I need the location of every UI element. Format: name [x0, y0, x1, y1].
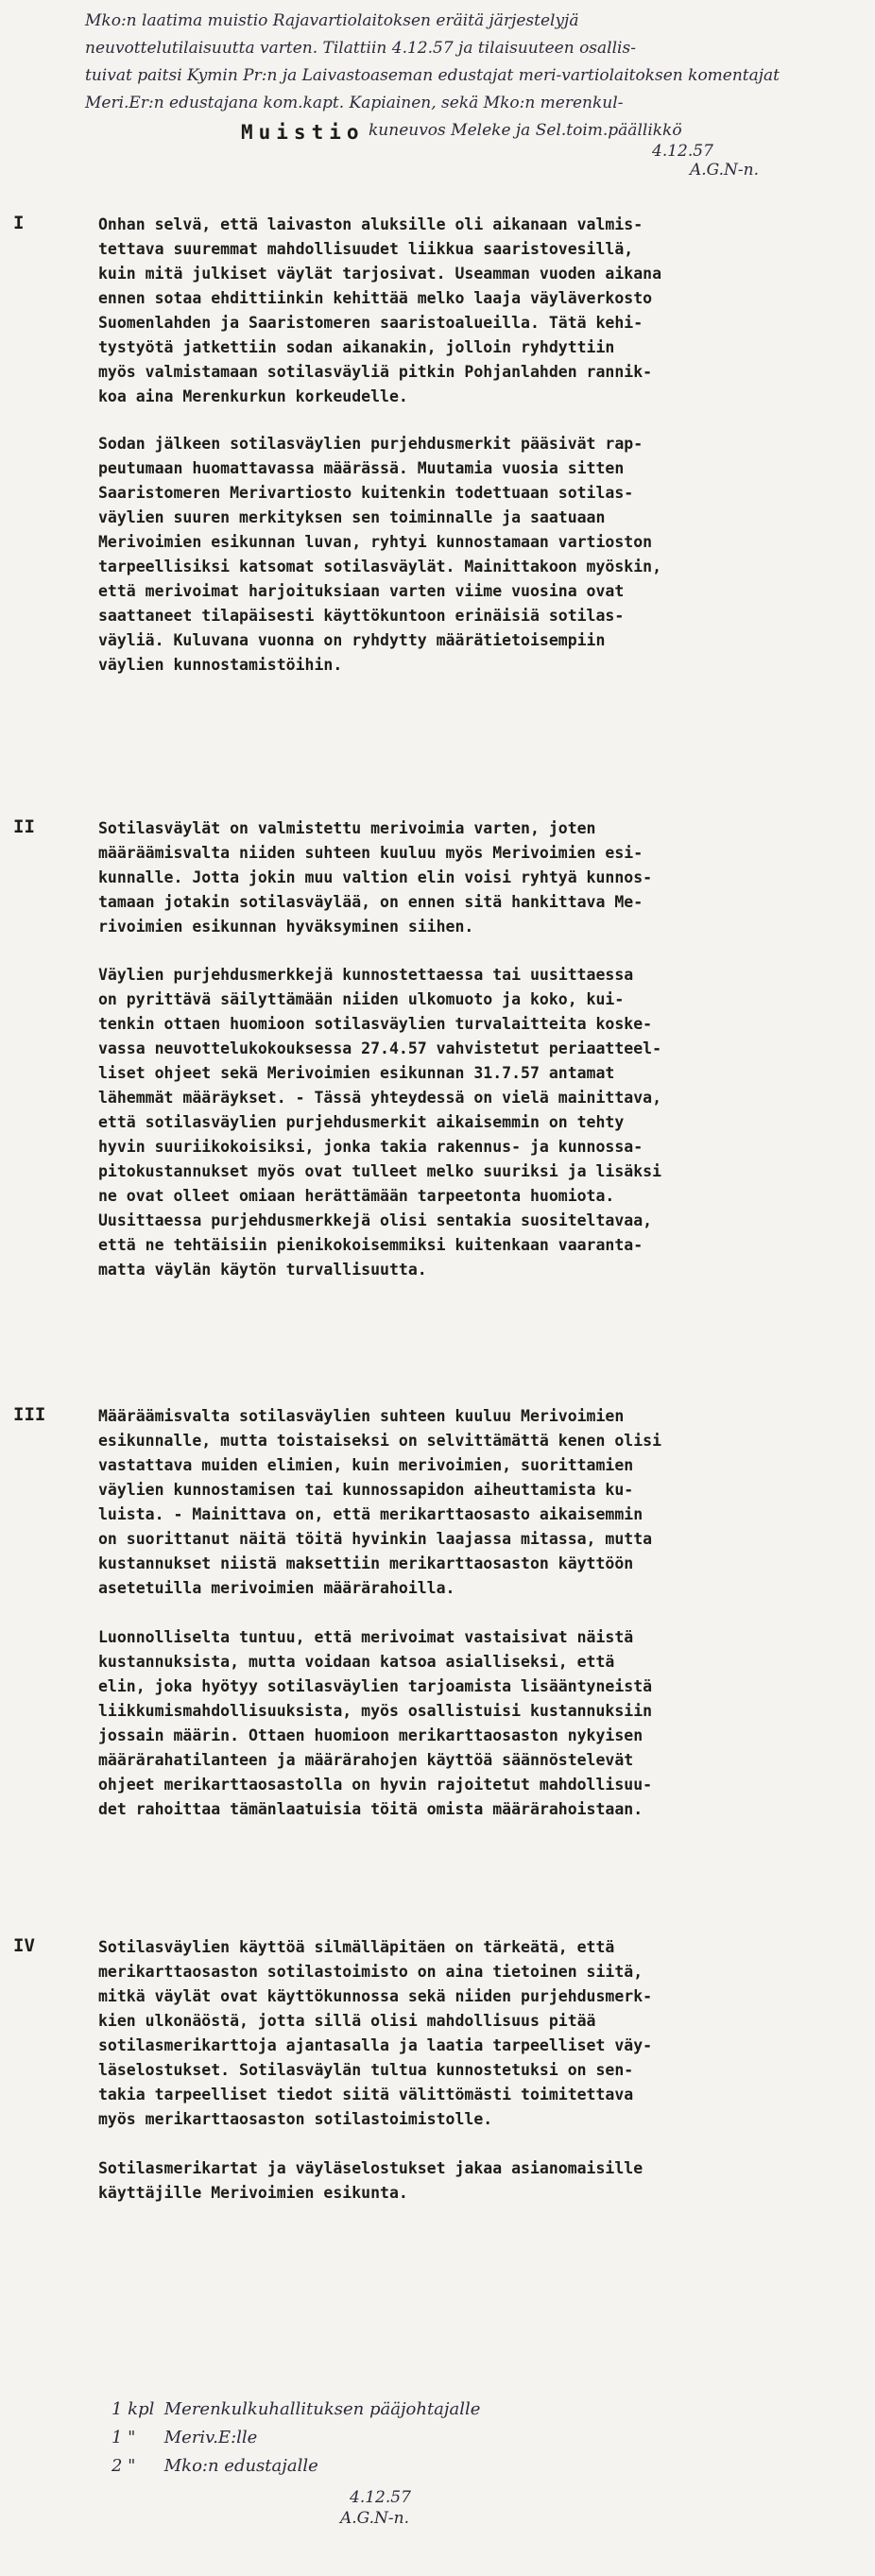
signature-initials: A.G.N-n. [690, 161, 760, 180]
text-line: Onhan selvä, että laivaston aluksille oli aikanaan valmis- [98, 215, 643, 233]
text-line: rivoimien esikunnan hyväksyminen siihen. [98, 918, 474, 936]
handwritten-line: kuneuvos Meleke ja Sel.toim.päällikkö [369, 121, 682, 140]
text-line: det rahoittaa tämänlaatuisia töitä omista määrärahoistaan. [98, 1800, 643, 1818]
handwritten-header-note [85, 8, 780, 145]
paragraph [98, 213, 854, 409]
text-line: matta väylän käytön turvallisuutta. [98, 1261, 427, 1279]
text-line: myös valmistamaan sotilasväyliä pitkin Pohjanlahden rannik- [98, 363, 653, 381]
text-line: saattaneet tilapäisesti käyttökuntoon erinäisiä sotilas- [98, 607, 625, 625]
text-line: Luonnolliselta tuntuu, että merivoimat vastaisivat näistä [98, 1628, 634, 1646]
text-line: peutumaan huomattavassa määrässä. Muutamia vuosia sitten [98, 459, 625, 477]
text-line: tystyötä jatkettiin sodan aikanakin, jolloin ryhdyttiin [98, 338, 615, 356]
signature-date: 4.12.57 [652, 142, 713, 161]
distribution-qty: 2 " [112, 2456, 136, 2476]
paragraph [98, 1935, 854, 2132]
text-line: on suorittanut näitä töitä hyvinkin laajassa mitassa, mutta [98, 1530, 653, 1548]
text-line: kunnalle. Jotta jokin muu valtion elin voisi ryhtyä kunnos- [98, 868, 653, 886]
text-line: on pyrittävä säilyttämään niiden ulkomuoto ja koko, kui- [98, 990, 625, 1008]
text-line: määrärahatilanteen ja määrärahojen käyttöä säännöstelevät [98, 1751, 634, 1769]
signature-initials: A.G.N-n. [340, 2509, 410, 2528]
text-line: ne ovat olleet omiaan herättämään tarpeetonta huomiota. [98, 1187, 615, 1205]
text-line: läselostukset. Sotilasväylän tultua kunnostetuksi on sen- [98, 2061, 634, 2079]
section-numeral: II [13, 816, 35, 837]
text-line: tenkin ottaen huomioon sotilasväylien turvalaitteita koske- [98, 1015, 653, 1033]
text-line: tettava suuremmat mahdollisuudet liikkua saaristovesillä, [98, 240, 634, 258]
text-line: hyvin suuriikokoisiksi, jonka takia rakennus- ja kunnossa- [98, 1138, 643, 1156]
handwritten-line: Meri.Er:n edustajana kom.kapt. Kapiainen, sekä Mko:n merenkul- [85, 94, 624, 112]
section-numeral: III [13, 1404, 46, 1425]
text-line: määräämisvalta niiden suhteen kuuluu myös Merivoimien esi- [98, 844, 643, 862]
text-line: Sotilasväylät on valmistettu merivoimia varten, joten [98, 819, 596, 837]
text-line: että ne tehtäisiin pienikokoisemmiksi kuitenkaan vaaranta- [98, 1236, 643, 1254]
text-line: tamaan jotakin sotilasväylää, on ennen sitä hankittava Me- [98, 893, 643, 911]
text-line: väylien kunnostamistöihin. [98, 656, 343, 674]
paragraph [98, 2156, 854, 2206]
text-line: Merivoimien esikunnan luvan, ryhtyi kunnostamaan vartioston [98, 533, 653, 551]
text-line: käyttäjille Merivoimien esikunta. [98, 2184, 408, 2202]
distribution-row [112, 2396, 480, 2424]
distribution-recipient: Merenkulkuhallituksen pääjohtajalle [163, 2399, 481, 2419]
distribution-qty: 1 kpl [112, 2399, 155, 2419]
text-line: ohjeet merikarttaosastolla on hyvin rajoitetut mahdollisuu- [98, 1776, 653, 1794]
text-line: vastattava muiden elimien, kuin merivoimien, suorittamien [98, 1456, 634, 1474]
text-line: liset ohjeet sekä Merivoimien esikunnan 31.7.57 antamat [98, 1064, 615, 1082]
distribution-recipient: Meriv.E:lle [163, 2428, 258, 2447]
text-line: Sotilasmerikartat ja väyläselostukset jakaa asianomaisille [98, 2159, 643, 2177]
text-line: Sodan jälkeen sotilasväylien purjehdusmerkit pääsivät rap- [98, 435, 643, 453]
text-line: luista. - Mainittava on, että merikarttaosasto aikaisemmin [98, 1505, 643, 1523]
signature-date: 4.12.57 [350, 2488, 411, 2507]
text-line: jossain määrin. Ottaen huomioon merikarttaosaston nykyisen [98, 1726, 643, 1744]
paragraph [98, 816, 854, 939]
text-line: kuin mitä julkiset väylät tarjosivat. Useamman vuoden aikana [98, 265, 662, 283]
section-numeral: IV [13, 1935, 35, 1956]
distribution-recipient: Mko:n edustajalle [163, 2456, 318, 2476]
text-line: väyliä. Kuluvana vuonna on ryhdytty määrätietoisempiin [98, 631, 606, 649]
distribution-row [112, 2452, 480, 2481]
text-line: Saaristomeren Merivartiosto kuitenkin todettuaan sotilas- [98, 484, 634, 502]
text-line: myös merikarttaosaston sotilastoimistolle. [98, 2110, 493, 2128]
document-title: Muistio [241, 121, 365, 144]
handwritten-line: neuvottelutilaisuutta varten. Tilattiin 4.12.57 ja tilaisuuteen osallis- [85, 39, 636, 58]
text-line: tarpeellisiksi katsomat sotilasväylät. Mainittakoon myöskin, [98, 558, 662, 575]
text-line: kustannuksista, mutta voidaan katsoa asialliseksi, että [98, 1653, 615, 1671]
text-line: liikkumismahdollisuuksista, myös osallistuisi kustannuksiin [98, 1702, 653, 1720]
text-line: Suomenlahden ja Saaristomeren saaristoalueilla. Tätä kehi- [98, 314, 643, 332]
paragraph [98, 1625, 854, 1822]
text-line: kustannukset niistä maksettiin merikarttaosaston käyttöön [98, 1554, 634, 1572]
text-line: Väylien purjehdusmerkkejä kunnostettaessa tai uusittaessa [98, 966, 634, 984]
footer-signature [340, 2487, 411, 2529]
text-line: vassa neuvottelukokouksessa 27.4.57 vahvistetut periaatteel- [98, 1039, 662, 1057]
text-line: Määräämisvalta sotilasväylien suhteen kuuluu Merivoimien [98, 1407, 625, 1425]
header-signature [652, 142, 759, 180]
text-line: takia tarpeelliset tiedot siitä välittömästi toimitettava [98, 2086, 634, 2104]
paragraph [98, 1404, 854, 1601]
distribution-qty: 1 " [112, 2428, 136, 2447]
text-line: lähemmät määräykset. - Tässä yhteydessä on vielä mainittava, [98, 1089, 662, 1107]
text-line: elin, joka hyötyy sotilasväylien tarjoamista lisääntyneistä [98, 1677, 653, 1695]
text-line: että merivoimat harjoituksiaan varten viime vuosina ovat [98, 582, 625, 600]
handwritten-distribution-list [112, 2396, 480, 2481]
paragraph [98, 963, 854, 1282]
text-line: esikunnalle, mutta toistaiseksi on selvittämättä kenen olisi [98, 1432, 662, 1450]
text-line: pitokustannukset myös ovat tulleet melko suuriksi ja lisäksi [98, 1162, 662, 1180]
text-line: Sotilasväylien käyttöä silmälläpitäen on tärkeätä, että [98, 1938, 615, 1956]
text-line: Uusittaessa purjehdusmerkkejä olisi sentakia suositeltavaa, [98, 1211, 653, 1229]
text-line: koa aina Merenkurkun korkeudelle. [98, 387, 408, 405]
text-line: väylien suuren merkityksen sen toiminnalle ja saatuaan [98, 508, 606, 526]
text-line: että sotilasväylien purjehdusmerkit aikaisemmin on tehty [98, 1113, 625, 1131]
text-line: kien ulkonäöstä, jotta sillä olisi mahdollisuus pitää [98, 2012, 596, 2030]
text-line: väylien kunnostamisen tai kunnossapidon aiheuttamista ku- [98, 1481, 634, 1499]
text-line: ennen sotaa ehdittiinkin kehittää melko laaja väyläverkosto [98, 289, 653, 307]
section-numeral: I [13, 213, 25, 233]
handwritten-line: Mko:n laatima muistio Rajavartiolaitoksen eräitä järjestelyjä [85, 11, 579, 30]
text-line: merikarttaosaston sotilastoimisto on aina tietoinen siitä, [98, 1963, 643, 1981]
text-line: asetetuilla merivoimien määrärahoilla. [98, 1579, 455, 1597]
text-line: mitkä väylät ovat käyttökunnossa sekä niiden purjehdusmerk- [98, 1987, 653, 2005]
paragraph [98, 432, 854, 678]
text-line: sotilasmerikarttoja ajantasalla ja laatia tarpeelliset väy- [98, 2036, 653, 2054]
distribution-row [112, 2424, 480, 2452]
handwritten-line: tuivat paitsi Kymin Pr:n ja Laivastoaseman edustajat meri-vartiolaitoksen komentajat [85, 66, 781, 85]
